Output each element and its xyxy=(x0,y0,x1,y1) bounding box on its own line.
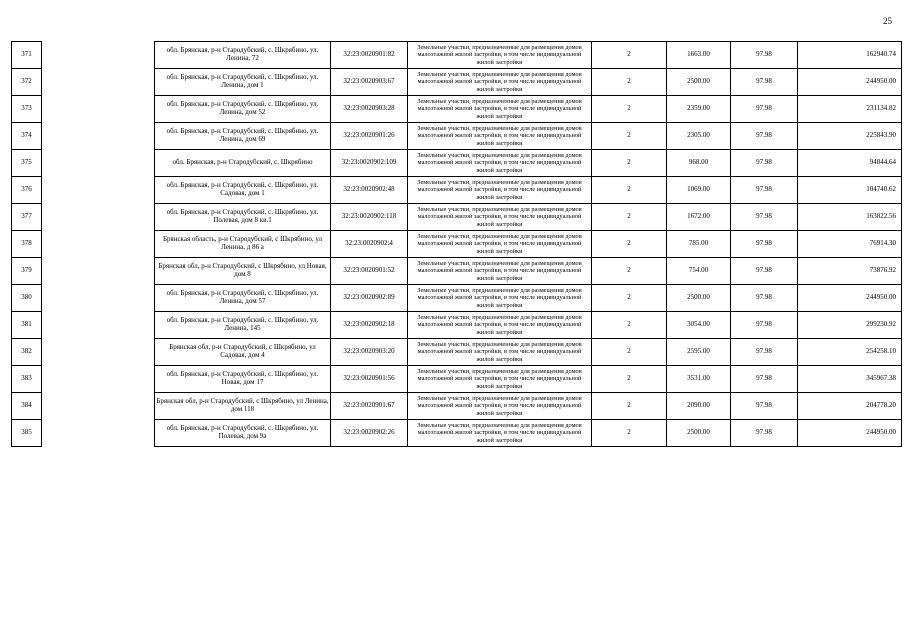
group-number-cell: 2 xyxy=(592,393,667,420)
land-use-purpose-cell: Земельные участки, предназначенные для размещения домов малоэтажной жилой застройки, в том числе индивидуальной жилой застройки xyxy=(408,231,592,258)
row-number-cell: 379 xyxy=(12,258,42,285)
cadastral-number-cell: 32:23:0020903:67 xyxy=(331,69,408,96)
address-cell: обл. Брянская, р-н Стародубский, с. Шкрябино xyxy=(155,150,331,177)
row-number-cell: 382 xyxy=(12,339,42,366)
cadastral-number-cell: 32:23:0020902:89 xyxy=(331,285,408,312)
group-number-cell: 2 xyxy=(592,339,667,366)
gap-cell xyxy=(42,204,155,231)
land-use-purpose-cell: Земельные участки, предназначенные для размещения домов малоэтажной жилой застройки, в том числе индивидуальной жилой застройки xyxy=(408,312,592,339)
table-row xyxy=(12,150,902,177)
address-cell: обл. Брянская, р-н Стародубский, с. Шкрябино, ул. Полевая, дом 8 кв.1 xyxy=(155,204,331,231)
area-cell: 3054.00 xyxy=(667,312,731,339)
row-number-cell: 373 xyxy=(12,96,42,123)
gap-cell xyxy=(42,69,155,96)
table-row xyxy=(12,258,902,285)
address-cell: обл. Брянская, р-н Стародубский, с. Шкрябино, ул. Ленина, дом 69 xyxy=(155,123,331,150)
cadastral-value-cell: 231134.82 xyxy=(798,96,902,123)
gap-cell xyxy=(42,366,155,393)
table-row xyxy=(12,177,902,204)
specific-value-cell: 97.98 xyxy=(731,312,798,339)
area-cell: 2090.00 xyxy=(667,393,731,420)
address-cell: Брянская область, р-н Стародубский, с Шкрябино, ул Ленина, д 86 а xyxy=(155,231,331,258)
cadastral-value-cell: 73876.92 xyxy=(798,258,902,285)
row-number-cell: 381 xyxy=(12,312,42,339)
gap-cell xyxy=(42,177,155,204)
row-number-cell: 377 xyxy=(12,204,42,231)
land-use-purpose-cell: Земельные участки, предназначенные для размещения домов малоэтажной жилой застройки, в том числе индивидуальной жилой застройки xyxy=(408,366,592,393)
row-number-cell: 375 xyxy=(12,150,42,177)
gap-cell xyxy=(42,150,155,177)
gap-cell xyxy=(42,420,155,447)
area-cell: 968.00 xyxy=(667,150,731,177)
group-number-cell: 2 xyxy=(592,312,667,339)
area-cell: 2500.00 xyxy=(667,69,731,96)
cadastral-value-cell: 225843.90 xyxy=(798,123,902,150)
land-use-purpose-cell: Земельные участки, предназначенные для размещения домов малоэтажной жилой застройки, в том числе индивидуальной жилой застройки xyxy=(408,177,592,204)
area-cell: 3531.00 xyxy=(667,366,731,393)
group-number-cell: 2 xyxy=(592,231,667,258)
specific-value-cell: 97.98 xyxy=(731,231,798,258)
cadastral-value-cell: 345967.38 xyxy=(798,366,902,393)
gap-cell xyxy=(42,258,155,285)
cadastral-number-cell: 32:23:0020903:28 xyxy=(331,96,408,123)
table-row xyxy=(12,285,902,312)
area-cell: 754.00 xyxy=(667,258,731,285)
table-row xyxy=(12,339,902,366)
row-number-cell: 372 xyxy=(12,69,42,96)
address-cell: Брянская обл, р-н Стародубский, с Шкрябино, ул Новая, дом 8 xyxy=(155,258,331,285)
area-cell: 2305.00 xyxy=(667,123,731,150)
gap-cell xyxy=(42,312,155,339)
group-number-cell: 2 xyxy=(592,366,667,393)
address-cell: Брянская обл, р-н Стародубский, с Шкрябино, ул Садовая, дом 4 xyxy=(155,339,331,366)
table-body xyxy=(12,42,902,447)
specific-value-cell: 97.98 xyxy=(731,258,798,285)
cadastral-value-cell: 244950.00 xyxy=(798,420,902,447)
area-cell: 1663.00 xyxy=(667,42,731,69)
specific-value-cell: 97.98 xyxy=(731,69,798,96)
cadastral-number-cell: 32:23:0020902:109 xyxy=(331,150,408,177)
area-cell: 2595.00 xyxy=(667,339,731,366)
table-row xyxy=(12,312,902,339)
group-number-cell: 2 xyxy=(592,150,667,177)
gap-cell xyxy=(42,285,155,312)
gap-cell xyxy=(42,96,155,123)
cadastral-value-cell: 76914.30 xyxy=(798,231,902,258)
land-plots-table xyxy=(11,41,902,447)
group-number-cell: 2 xyxy=(592,177,667,204)
cadastral-value-cell: 244950.00 xyxy=(798,69,902,96)
address-cell: Брянская обл, р-н Стародубский, с Шкрябино, ул Ленина, дом 118 xyxy=(155,393,331,420)
land-use-purpose-cell: Земельные участки, предназначенные для размещения домов малоэтажной жилой застройки, в том числе индивидуальной жилой застройки xyxy=(408,285,592,312)
address-cell: обл. Брянская, р-н Стародубский, с. Шкрябино, ул. Ленина, дом 57 xyxy=(155,285,331,312)
table-row xyxy=(12,366,902,393)
group-number-cell: 2 xyxy=(592,96,667,123)
cadastral-number-cell: 32:23:0020903:20 xyxy=(331,339,408,366)
cadastral-value-cell: 94844.64 xyxy=(798,150,902,177)
table-row xyxy=(12,123,902,150)
table-row xyxy=(12,231,902,258)
land-use-purpose-cell: Земельные участки, предназначенные для размещения домов малоэтажной жилой застройки, в том числе индивидуальной жилой застройки xyxy=(408,96,592,123)
specific-value-cell: 97.98 xyxy=(731,339,798,366)
table-row xyxy=(12,42,902,69)
specific-value-cell: 97.98 xyxy=(731,150,798,177)
table-row xyxy=(12,96,902,123)
row-number-cell: 374 xyxy=(12,123,42,150)
cadastral-number-cell: 32:23:0020902:26 xyxy=(331,420,408,447)
address-cell: обл. Брянская, р-н Стародубский, с. Шкрябино, ул. Ленина, 145 xyxy=(155,312,331,339)
land-use-purpose-cell: Земельные участки, предназначенные для размещения домов малоэтажной жилой застройки, в том числе индивидуальной жилой застройки xyxy=(408,123,592,150)
cadastral-number-cell: 32:23:0020902:48 xyxy=(331,177,408,204)
group-number-cell: 2 xyxy=(592,204,667,231)
table-row xyxy=(12,393,902,420)
land-use-purpose-cell: Земельные участки, предназначенные для размещения домов малоэтажной жилой застройки, в том числе индивидуальной жилой застройки xyxy=(408,420,592,447)
cadastral-value-cell: 162940.74 xyxy=(798,42,902,69)
row-number-cell: 384 xyxy=(12,393,42,420)
group-number-cell: 2 xyxy=(592,123,667,150)
area-cell: 2500.00 xyxy=(667,285,731,312)
group-number-cell: 2 xyxy=(592,258,667,285)
cadastral-number-cell: 32:23:0020901:67 xyxy=(331,393,408,420)
address-cell: обл. Брянская, р-н Стародубский, с. Шкрябино, ул. Ленина, дом 52 xyxy=(155,96,331,123)
specific-value-cell: 97.98 xyxy=(731,123,798,150)
group-number-cell: 2 xyxy=(592,285,667,312)
table-row xyxy=(12,420,902,447)
cadastral-number-cell: 32:23:0020901:26 xyxy=(331,123,408,150)
address-cell: обл. Брянская, р-н Стародубский, с. Шкрябино, ул. Полевая, дом 9а xyxy=(155,420,331,447)
gap-cell xyxy=(42,393,155,420)
cadastral-number-cell: 32:23:0020901:82 xyxy=(331,42,408,69)
cadastral-number-cell: 32:23:0020901:56 xyxy=(331,366,408,393)
table-row xyxy=(12,204,902,231)
specific-value-cell: 97.98 xyxy=(731,285,798,312)
address-cell: обл. Брянская, р-н Стародубский, с. Шкрябино, ул. Ленина, дом 1 xyxy=(155,69,331,96)
row-number-cell: 371 xyxy=(12,42,42,69)
area-cell: 2500.00 xyxy=(667,420,731,447)
cadastral-value-cell: 254258.10 xyxy=(798,339,902,366)
gap-cell xyxy=(42,42,155,69)
gap-cell xyxy=(42,339,155,366)
group-number-cell: 2 xyxy=(592,420,667,447)
cadastral-value-cell: 204778.20 xyxy=(798,393,902,420)
cadastral-number-cell: 32:23:0020901:52 xyxy=(331,258,408,285)
row-number-cell: 376 xyxy=(12,177,42,204)
page-number: 25 xyxy=(883,16,892,26)
cadastral-value-cell: 244950.00 xyxy=(798,285,902,312)
specific-value-cell: 97.98 xyxy=(731,96,798,123)
specific-value-cell: 97.98 xyxy=(731,177,798,204)
area-cell: 1069.00 xyxy=(667,177,731,204)
cadastral-value-cell: 299230.92 xyxy=(798,312,902,339)
cadastral-value-cell: 163822.56 xyxy=(798,204,902,231)
specific-value-cell: 97.98 xyxy=(731,204,798,231)
address-cell: обл. Брянская, р-н Стародубский, с. Шкрябино, ул. Новая, дом 17 xyxy=(155,366,331,393)
address-cell: обл. Брянская, р-н Стародубский, с. Шкрябино, ул. Ленина, 72 xyxy=(155,42,331,69)
land-use-purpose-cell: Земельные участки, предназначенные для размещения домов малоэтажной жилой застройки, в том числе индивидуальной жилой застройки xyxy=(408,393,592,420)
group-number-cell: 2 xyxy=(592,42,667,69)
land-use-purpose-cell: Земельные участки, предназначенные для размещения домов малоэтажной жилой застройки, в том числе индивидуальной жилой застройки xyxy=(408,69,592,96)
table-row xyxy=(12,69,902,96)
row-number-cell: 378 xyxy=(12,231,42,258)
area-cell: 2359.00 xyxy=(667,96,731,123)
cadastral-number-cell: 32:23:0020902:18 xyxy=(331,312,408,339)
land-use-purpose-cell: Земельные участки, предназначенные для размещения домов малоэтажной жилой застройки, в том числе индивидуальной жилой застройки xyxy=(408,150,592,177)
row-number-cell: 380 xyxy=(12,285,42,312)
cadastral-number-cell: 32:23:0020902:118 xyxy=(331,204,408,231)
gap-cell xyxy=(42,231,155,258)
specific-value-cell: 97.98 xyxy=(731,42,798,69)
gap-cell xyxy=(42,123,155,150)
cadastral-value-cell: 104740.62 xyxy=(798,177,902,204)
cadastral-number-cell: 32:23:0020902:4 xyxy=(331,231,408,258)
specific-value-cell: 97.98 xyxy=(731,366,798,393)
land-use-purpose-cell: Земельные участки, предназначенные для размещения домов малоэтажной жилой застройки, в том числе индивидуальной жилой застройки xyxy=(408,258,592,285)
row-number-cell: 383 xyxy=(12,366,42,393)
specific-value-cell: 97.98 xyxy=(731,420,798,447)
group-number-cell: 2 xyxy=(592,69,667,96)
land-use-purpose-cell: Земельные участки, предназначенные для размещения домов малоэтажной жилой застройки, в том числе индивидуальной жилой застройки xyxy=(408,204,592,231)
cadastral-value-table xyxy=(11,41,902,447)
specific-value-cell: 97.98 xyxy=(731,393,798,420)
row-number-cell: 385 xyxy=(12,420,42,447)
address-cell: обл. Брянская, р-н Стародубский, с. Шкрябино, ул. Садовая, дом 1 xyxy=(155,177,331,204)
land-use-purpose-cell: Земельные участки, предназначенные для размещения домов малоэтажной жилой застройки, в том числе индивидуальной жилой застройки xyxy=(408,339,592,366)
land-use-purpose-cell: Земельные участки, предназначенные для размещения домов малоэтажной жилой застройки, в том числе индивидуальной жилой застройки xyxy=(408,42,592,69)
area-cell: 1672.00 xyxy=(667,204,731,231)
area-cell: 785.00 xyxy=(667,231,731,258)
